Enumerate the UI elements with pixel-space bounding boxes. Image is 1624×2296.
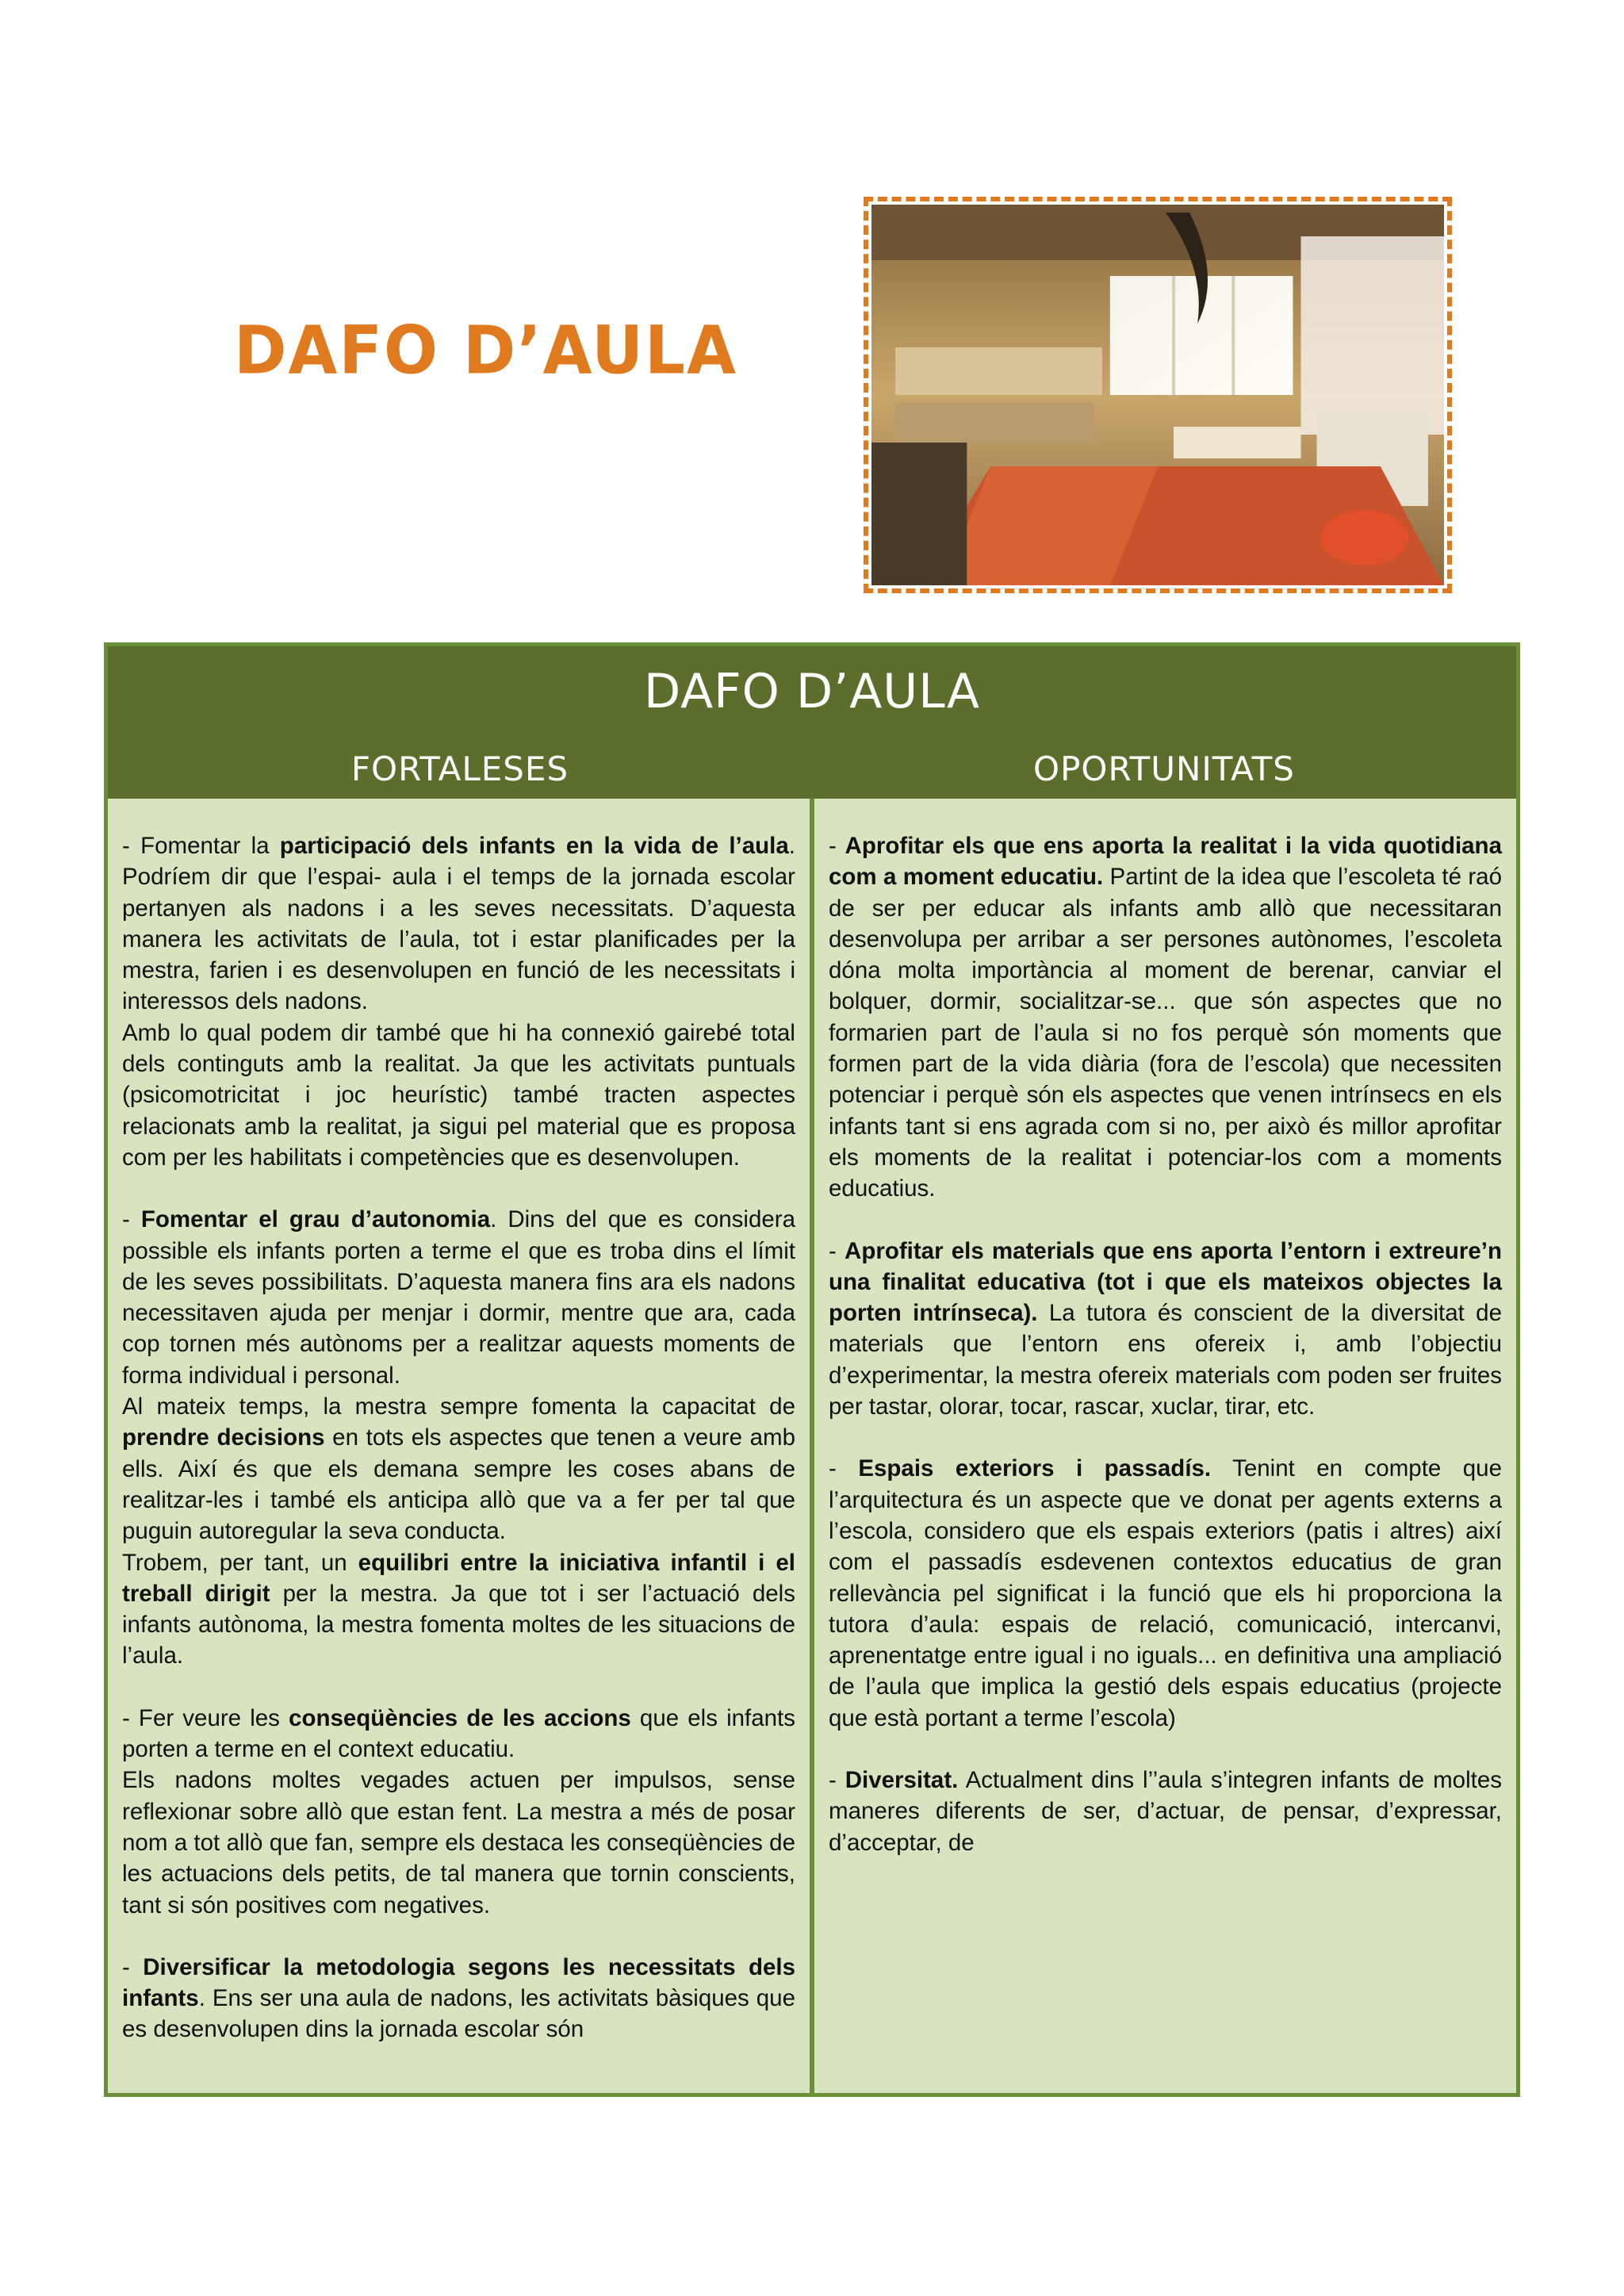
dafo-table xyxy=(104,642,1520,2097)
paragraph: - Diversificar la metodologia segons les necessitats dels infants. Ens ser una aula de nadons, les activitats bàsiques que es desenvolupen dins la jornada escolar són xyxy=(122,1953,795,2043)
dafo-table-body xyxy=(108,799,1516,2093)
heading-oportunitats: OPORTUNITATS xyxy=(1033,749,1295,788)
paragraph: - Aprofitar els materials que ens aporta l’entorn i extreure’n una finalitat educativa (tot i que els mateixos objectes la porten intrínseca). La tutora és conscient de la diversitat de materials que l’entorn ens ofereix i, amb l’objectiu d’experimentar, la mestra ofereix materials com poden ser fruites per tastar, olorar, tocar, rascar, xuclar, tirar, etc. xyxy=(829,1237,1502,1420)
paragraph: - Fer veure les conseqüències de les accions que els infants porten a terme en el context educatiu. xyxy=(122,1704,795,1763)
classroom-photo xyxy=(864,197,1452,593)
dafo-table-title: DAFO D’AULA xyxy=(643,664,981,719)
oportunitats-column xyxy=(814,799,1516,2093)
heading-fortaleses: FORTALESES xyxy=(350,749,569,788)
paragraph: - Fomentar el grau d’autonomia. Dins del que es considera possible els infants porten a terme el que es troba dins el límit de les seves possibilitats. D’aquesta manera fins ara els nadons necessitaven ajuda per menjar i dormir, mentre que ara, cada cop tornen més autònoms per a realitzar aquests moments de forma individual i personal. xyxy=(122,1206,795,1389)
paragraph: Trobem, per tant, un equilibri entre la iniciativa infantil i el treball dirigit per la mestra. Ja que tot i ser l’actuació dels infants autònoma, la mestra fomenta moltes de les situacions de l’aula. xyxy=(122,1549,795,1669)
paragraph: - Fomentar la participació dels infants en la vida de l’aula. Podríem dir que l’espai- aula i el temps de la jornada escolar pertanyen als nadons i a les seves necessitats. D’aquesta manera les activitats de l’aula, tot i estar planificades per la mestra, farien i es desenvolupen en funció de les necessitats i interessos dels nadons. xyxy=(122,833,795,1015)
fortaleses-column xyxy=(108,799,810,2093)
page-title: DAFO D’AULA xyxy=(234,311,737,389)
column-headings xyxy=(108,749,1516,788)
paragraph: Amb lo qual podem dir també que hi ha connexió gairebé total dels continguts amb la realitat. Ja que les activitats puntuals (psicomotricitat i joc heurístic) també tracten aspectes relacionats amb la realitat, ja sigui pel material que es proposa com per les habilitats i competències que es desenvolupen. xyxy=(122,1019,795,1171)
paragraph: - Diversitat. Actualment dins l’’aula s’integren infants de moltes maneres diferents de ser, d’actuar, de pensar, d’expressar, d’acceptar, de xyxy=(829,1767,1502,1856)
paragraph: - Espais exteriors i passadís. Tenint en compte que l’arquitectura és un aspecte que ve donat per agents externs a l’escola, considero que els espais exteriors (patis i altres) així com el passadís esdevenen contextos educatius de gran rellevància pel significat i la funció que els hi proporciona la tutora d’aula: espais de relació, comunicació, intercanvi, aprenentatge entre igual i no iguals... en definitiva una ampliació de l’aula que implica la gestió dels espais educatius (projecte que està portant a terme l’escola) xyxy=(829,1455,1502,1731)
paragraph: Els nadons moltes vegades actuen per impulsos, sense reflexionar sobre allò que estan fent. La mestra a més de posar nom a tot allò que fan, sempre els destaca les conseqüències de les actuacions dels petits, de tal manera que tornin conscients, tant si són positives com negatives. xyxy=(122,1767,795,1918)
dafo-table-header xyxy=(108,646,1516,799)
classroom-photo-icon xyxy=(871,205,1444,585)
paragraph: - Aprofitar els que ens aporta la realitat i la vida quotidiana com a moment educatiu. Partint de la idea que l’escoleta té raó de ser per educar als infants amb allò que necessitaran desenvolupa per arribar a ser persones autònomes, l’escoleta dóna molta importància al moment de berenar, canviar el bolquer, dormir, socialitzar-se... que són aspectes que no formarien part de l’aula si no fos perquè són moments que formen part de la vida diària (fora de l’escola) que necessiten potenciar i perquè són els aspectes que venen intrínsecs en els infants tant si ens agrada com si no, per això és millor aprofitar els moments de la realitat i potenciar-los com a moments educatius. xyxy=(829,833,1502,1202)
paragraph: Al mateix temps, la mestra sempre fomenta la capacitat de prendre decisions en tots els aspectes que tenen a veure amb ells. Així és que els demana sempre les coses abans de realitzar-les i també els anticipa allò que va a fer per tal que puguin autoregular la seva conducta. xyxy=(122,1393,795,1545)
